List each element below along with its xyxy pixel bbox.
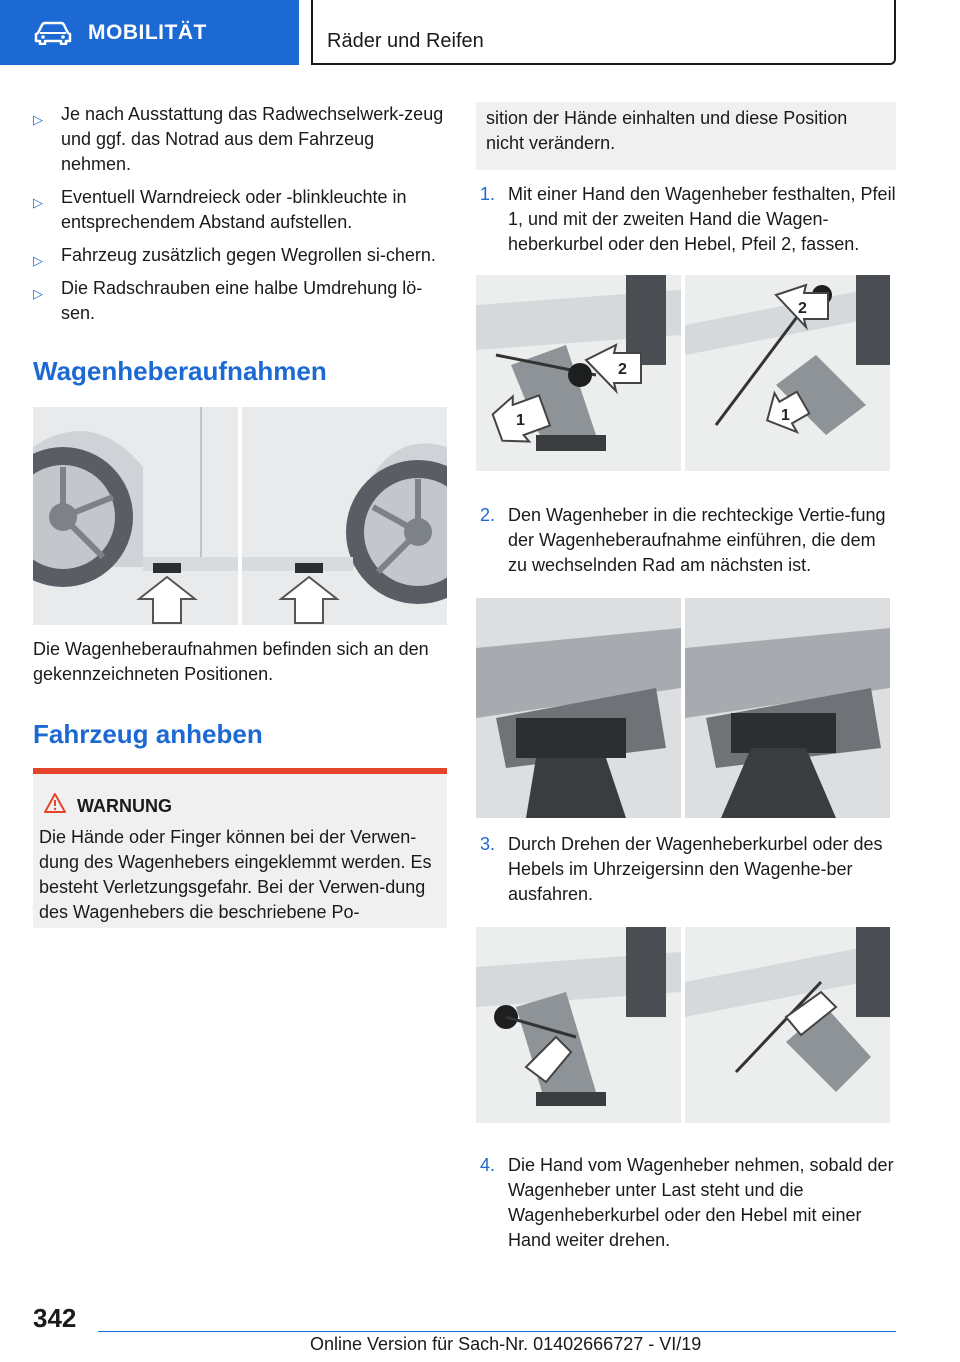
chapter-title: Räder und Reifen — [327, 30, 484, 52]
bullet-triangle-icon: ▷ — [33, 195, 43, 210]
bullet-item: ▷ Die Radschrauben eine halbe Umdrehung lö-sen. — [33, 278, 423, 323]
heading-wagenheberaufnahmen: Wagenheberaufnahmen — [33, 356, 327, 386]
warning-triangle-icon — [43, 792, 67, 814]
chapter-header — [311, 0, 896, 65]
warning-text: Die Hände oder Finger können bei der Verwen-dung des Wagenhebers eingeklemmt werden. Es besteht Verletzungsgefahr. Bei der Verwen-dung des Wagenhebers die beschriebene Po- — [39, 827, 432, 922]
arrow-label: 2 — [798, 300, 807, 317]
step-item: 1. Mit einer Hand den Wagenheber festhalten, Pfeil 1, und mit der zweiten Hand die Wagen-heberkurbel oder den Hebel, Pfeil 2, fassen. — [480, 184, 896, 254]
step-number: 2. — [480, 505, 496, 525]
footer-text: Online Version für Sach-Nr. 01402666727 - VI/19 — [310, 1334, 702, 1354]
step-number: 1. — [480, 184, 496, 204]
warning-box — [33, 768, 447, 928]
jack-crank-illustration — [476, 927, 890, 1123]
footer-divider — [98, 1331, 896, 1332]
jack-points-illustration — [33, 407, 447, 625]
car-icon — [34, 21, 72, 45]
arrow-label: 1 — [781, 407, 790, 424]
page-number: 342 — [33, 1303, 77, 1333]
right-column — [476, 102, 896, 1253]
jack-points-caption: Die Wagenheberaufnahmen befinden sich an den gekennzeichneten Positionen. — [33, 639, 429, 684]
section-title: MOBILITÄT — [88, 20, 207, 44]
step-number: 4. — [480, 1155, 496, 1175]
step-item: 4. Die Hand vom Wagenheber nehmen, sobald der Wagenheber unter Last steht und die Wagenheberkurbel oder den Hebel mit einer Hand weiter drehen. — [480, 1155, 894, 1250]
section-tab — [0, 0, 299, 65]
heading-fahrzeug-anheben: Fahrzeug anheben — [33, 719, 263, 749]
step-item: 3. Durch Drehen der Wagenheberkurbel oder des Hebels im Uhrzeigersinn den Wagenhe-ber ausfahren. — [480, 834, 883, 904]
warning-continuation: sition der Hände einhalten und diese Position nicht verändern. — [476, 102, 896, 170]
warning-title: WARNUNG — [77, 796, 172, 816]
step-number: 3. — [480, 834, 496, 854]
warning-bar — [33, 768, 447, 774]
bullet-item: ▷ Je nach Ausstattung das Radwechselwerk-zeug und ggf. das Notrad aus dem Fahrzeug nehmen. — [33, 104, 444, 174]
bullet-item: ▷ Eventuell Warndreieck oder -blinkleuchte in entsprechendem Abstand aufstellen. — [33, 187, 407, 232]
bullet-triangle-icon: ▷ — [33, 286, 43, 301]
bullet-triangle-icon: ▷ — [33, 112, 43, 127]
arrow-label: 2 — [618, 361, 627, 378]
step-item: 2. Den Wagenheber in die rechteckige Vertie-fung der Wagenheberaufnahme einführen, die dem zu wechselnden Rad am nächsten ist. — [480, 505, 886, 575]
jack-insert-illustration — [476, 598, 890, 818]
bullet-item: ▷ Fahrzeug zusätzlich gegen Wegrollen si-chern. — [33, 243, 447, 268]
arrow-label: 1 — [516, 412, 525, 429]
jack-hold-illustration — [476, 275, 890, 471]
bullet-triangle-icon: ▷ — [33, 253, 43, 268]
left-column — [33, 102, 447, 928]
